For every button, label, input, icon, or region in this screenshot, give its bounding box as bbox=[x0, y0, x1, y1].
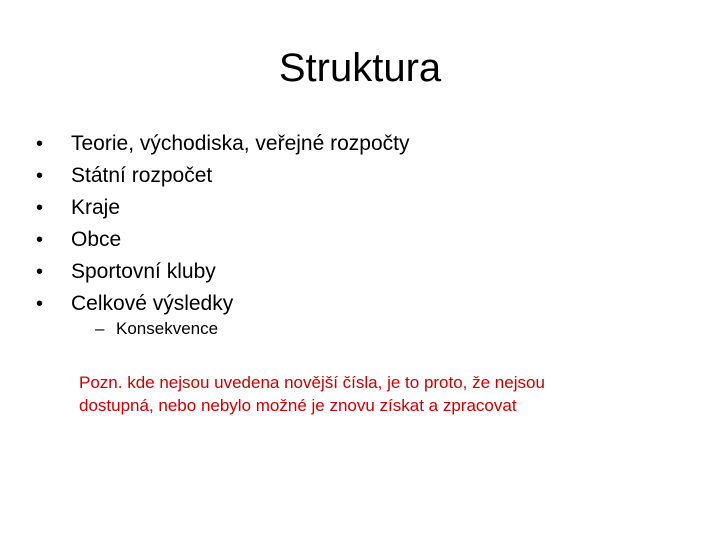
bullet-marker: • bbox=[36, 165, 44, 187]
note-line-2: dostupná, nebo nebylo možné je znovu získat a zpracovat bbox=[79, 396, 517, 415]
bullet-text: Teorie, východiska, veřejné rozpočty bbox=[71, 132, 410, 155]
subbullet-marker: – bbox=[95, 319, 105, 338]
slide-title: Struktura bbox=[278, 46, 442, 90]
note bbox=[79, 371, 679, 417]
bullet-text: Sportovní kluby bbox=[71, 260, 216, 283]
subbullet-text: Konsekvence bbox=[116, 319, 219, 338]
bullet-text: Celkové výsledky bbox=[71, 292, 234, 315]
bullet-marker: • bbox=[36, 229, 44, 251]
bullet-marker: • bbox=[36, 197, 44, 219]
bullet-text: Obce bbox=[71, 228, 122, 251]
bullet-marker: • bbox=[36, 261, 44, 283]
note-line-1: Pozn. kde nejsou uvedena novější čísla, je to proto, že nejsou bbox=[79, 373, 545, 392]
bullet-marker: • bbox=[36, 293, 44, 315]
bullet-text: Kraje bbox=[71, 196, 121, 219]
bullet-marker: • bbox=[36, 133, 44, 155]
bullet-text: Státní rozpočet bbox=[71, 164, 213, 187]
